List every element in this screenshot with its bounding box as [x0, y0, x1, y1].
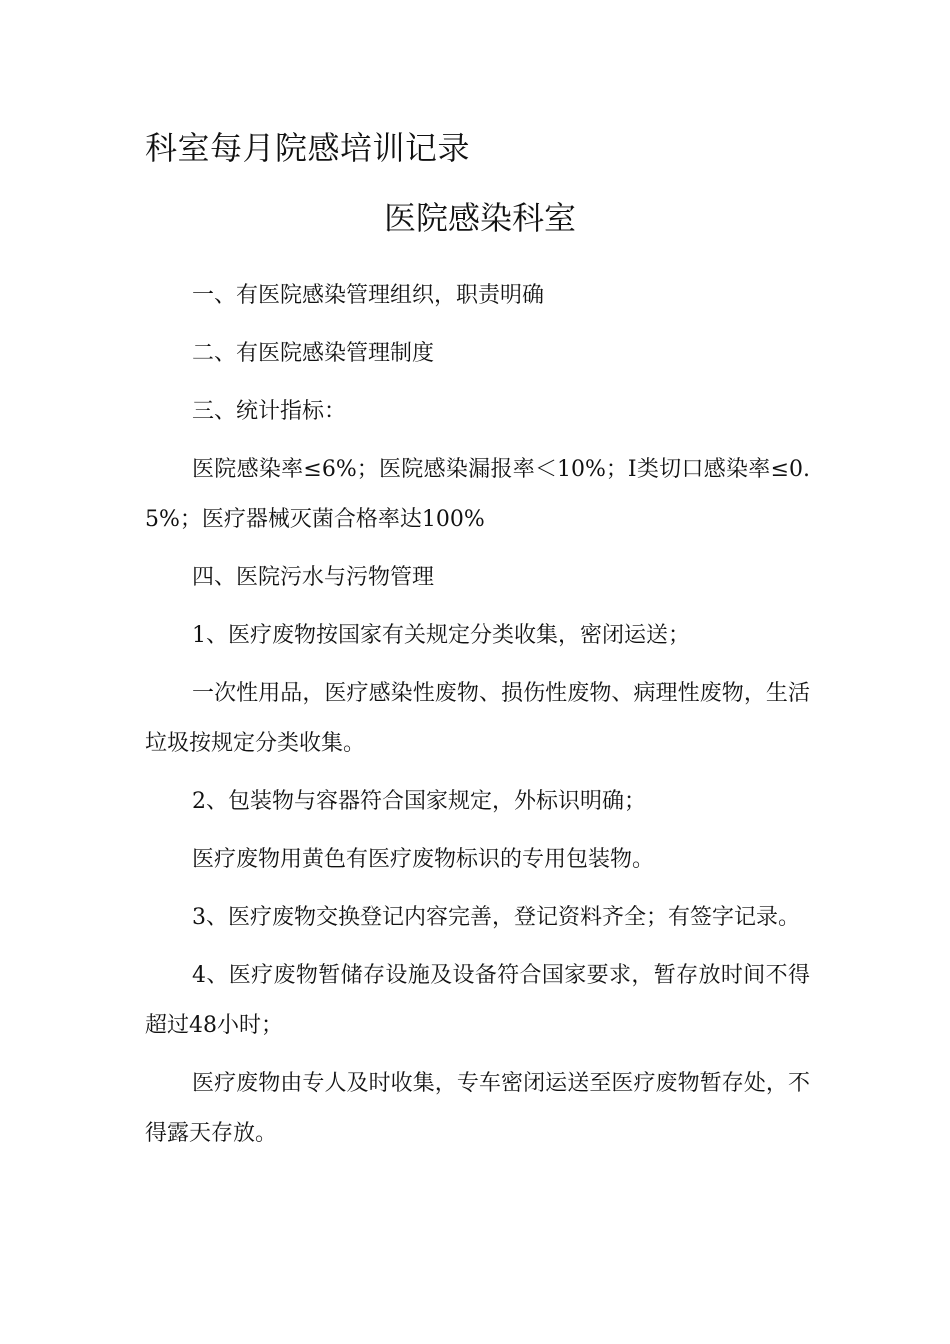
paragraph-indicators-heading: 三、统计指标：: [192, 399, 347, 424]
paragraph-item-4-detail: 医疗废物由专人及时收集，专车密闭运送至医疗废物暂存处，不得露天存放。: [145, 1071, 810, 1146]
paragraph-system: 二、有医院感染管理制度: [192, 341, 435, 366]
paragraph-item-3: 3、医疗废物交换登记内容完善，登记资料齐全；有签字记录。: [192, 905, 800, 930]
document-title: 科室每月院感培训记录: [145, 129, 471, 167]
paragraph-indicators: 医院感染率≤6%；医院感染漏报率＜10%；I类切口感染率≤0.5%；医疗器械灭菌合格率达100%: [145, 457, 810, 532]
document-body: [145, 271, 810, 1167]
document-subtitle: 医院感染科室: [383, 199, 576, 237]
paragraph-waste-heading: 四、医院污水与污物管理: [192, 565, 435, 590]
paragraph-item-2-detail: 医疗废物用黄色有医疗废物标识的专用包装物。: [192, 847, 655, 872]
paragraph-org: 一、有医院感染管理组织，职责明确: [192, 283, 545, 308]
paragraph-item-1: 1、医疗废物按国家有关规定分类收集，密闭运送；: [192, 623, 690, 648]
paragraph-item-1-detail: 一次性用品，医疗感染性废物、损伤性废物、病理性废物，生活垃圾按规定分类收集。: [145, 681, 810, 756]
paragraph-item-4: 4、医疗废物暂储存设施及设备符合国家要求，暂存放时间不得超过48小时；: [145, 963, 810, 1038]
paragraph-item-2: 2、包装物与容器符合国家规定，外标识明确；: [192, 789, 646, 814]
